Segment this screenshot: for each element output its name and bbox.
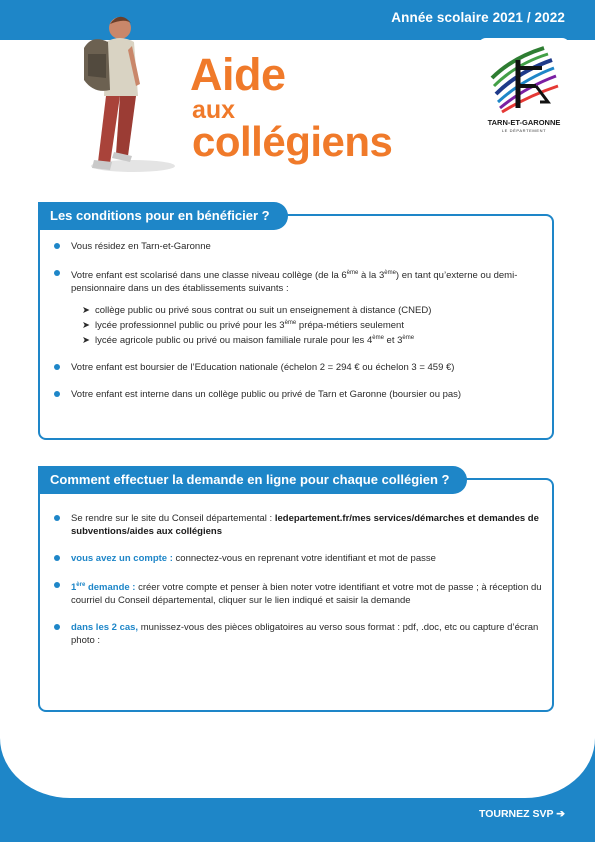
list-item: Votre enfant est scolarisé dans une classe niveau collège (de la 6ème à la 3ème) en tant qu’externe ou demi-pensionnaire dans un des établissements suivants : ➤ collège public ou privé sous contrat ou suit un enseignement à distance (CNED) ➤ lycée professionnel public ou privé pour les 3ème prépa-métiers seulement ➤ lycée agricole public ou privé ou maison familiale rurale pour les 4ème et 3ème: [54, 267, 544, 347]
bullet-icon: [54, 364, 60, 370]
walking-student-illustration: [58, 6, 178, 176]
conditions-box: [38, 208, 554, 440]
list-item: Se rendre sur le site du Conseil départemental : ledepartement.fr/mes services/démarches et demandes de subventions/aides aux collégiens: [54, 512, 544, 538]
list-item: dans les 2 cas, munissez-vous des pièces obligatoires au verso sous format : pdf, .doc, etc ou capture d’écran photo :: [54, 621, 544, 647]
request-list: [54, 512, 544, 661]
bullet-icon: [54, 515, 60, 521]
bullet-icon: [54, 555, 60, 561]
department-logo-icon: [478, 38, 570, 118]
title-aux: aux: [192, 96, 236, 124]
list-item: vous avez un compte : connectez-vous en reprenant votre identifiant et mot de passe: [54, 552, 544, 565]
logo-subtitle: LE DÉPARTEMENT: [501, 128, 547, 133]
main-title: [190, 49, 393, 165]
list-item: 1ère demande : créer votre compte et penser à bien noter votre identifiant et votre mot de passe ; à réception du courriel du Conseil départemental, cliquer sur le lien indiqué et saisir la demande: [54, 579, 544, 607]
title-collegiens: collégiens: [192, 118, 393, 165]
website-path: ledepartement.fr/mes services/démarches et demandes de subventions/aides aux collégiens: [71, 513, 539, 537]
list-item: Vous résidez en Tarn-et-Garonne: [54, 240, 544, 253]
sub-list-item: ➤ lycée agricole public ou privé ou maison familiale rurale pour les 4ème et 3ème: [82, 335, 415, 347]
conditions-list: [54, 240, 544, 415]
department-logo: [478, 38, 570, 134]
arrow-icon: ➤: [82, 320, 90, 332]
list-item: Votre enfant est boursier de l’Education nationale (échelon 2 = 294 € ou échelon 3 = 459 €): [54, 361, 544, 374]
arrow-right-icon: ➔: [556, 808, 565, 820]
bullet-icon: [54, 624, 60, 630]
list-item: Votre enfant est interne dans un collège public ou privé de Tarn et Garonne (boursier ou pas): [54, 388, 544, 401]
title-aide: Aide: [190, 49, 286, 100]
sub-list-item: ➤ lycée professionnel public ou privé pour les 3ème prépa-métiers seulement: [82, 320, 404, 332]
bullet-icon: [54, 270, 60, 276]
bullet-icon: [54, 582, 60, 588]
arrow-icon: ➤: [82, 305, 90, 317]
turn-over-note: TOURNEZ SVP ➔: [478, 808, 565, 820]
request-heading: Comment effectuer la demande en ligne pour chaque collégien ?: [38, 466, 467, 494]
sub-list-item: ➤ collège public ou privé sous contrat ou suit un enseignement à distance (CNED): [82, 305, 432, 317]
school-year: Année scolaire 2021 / 2022: [391, 10, 565, 25]
arrow-icon: ➤: [82, 335, 90, 347]
request-box: [38, 472, 554, 712]
bullet-icon: [54, 243, 60, 249]
bullet-icon: [54, 391, 60, 397]
establishment-list: [82, 305, 544, 347]
conditions-heading: Les conditions pour en bénéficier ?: [38, 202, 288, 230]
logo-name: TARN-ET-GARONNE: [487, 118, 561, 127]
